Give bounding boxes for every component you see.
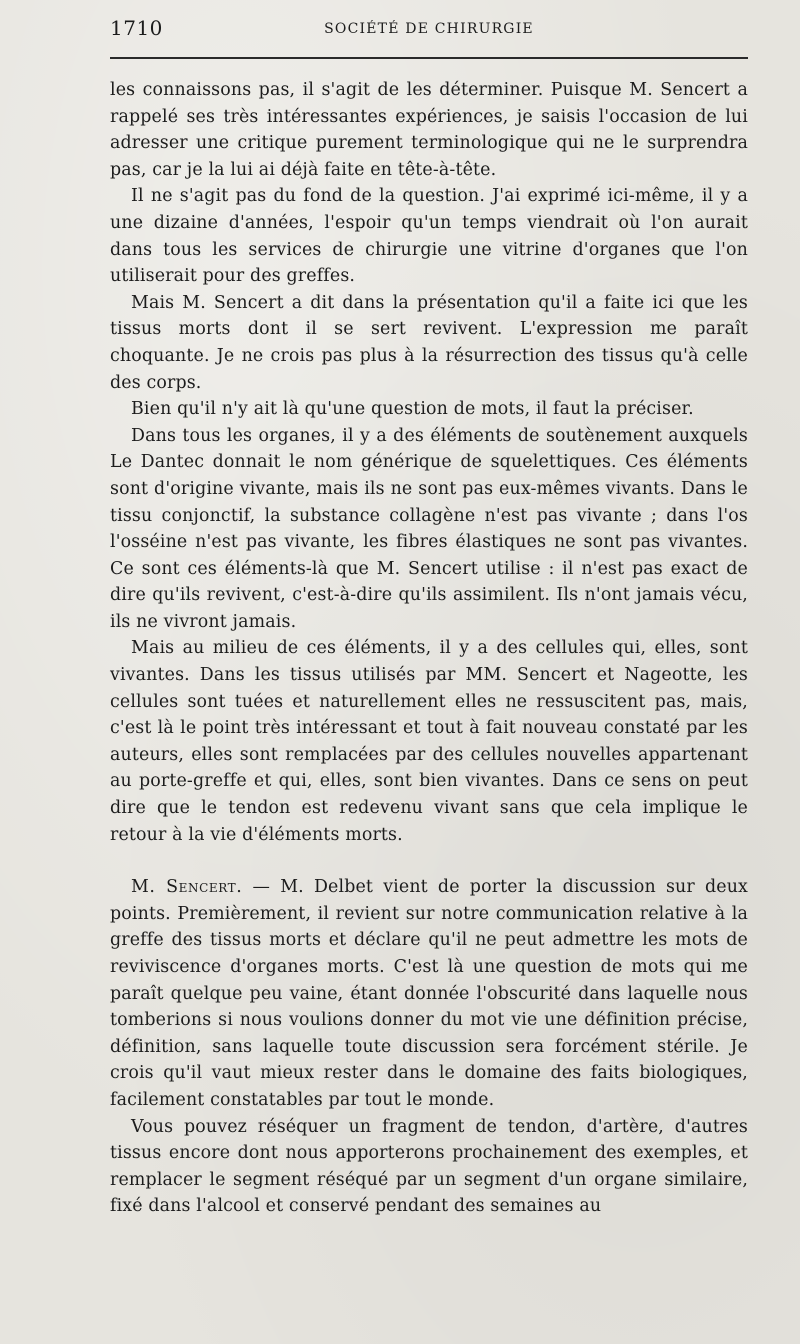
paragraph-resurrection: Mais M. Sencert a dit dans la présentation qu'il a faite ici que les tissus morts dont il se sert revivent. L'expression me paraît choquante. Je ne crois pas plus à la résurrection des tissus qu'à celle des corps. [110, 292, 748, 393]
page-header [110, 16, 748, 46]
page-number: 1710 [110, 16, 163, 40]
paragraph-cellules-vivantes: Mais au milieu de ces éléments, il y a des cellules qui, elles, sont vivantes. Dans les tissus utilisés par MM. Sencert et Nageotte, les cellules sont tuées et naturellement elles ne ressuscitent pas, mais, c'est là le point très intéressant et tout à fait nouveau constaté par les auteurs, elles sont remplacées par des cellules nouvelles appartenant au porte-greffe et qui, elles, sont bien vivantes. Dans ce sens on peut dire que le tendon est redevenu vivant sans que cela implique le retour à la vie d'éléments morts. [110, 638, 748, 845]
paragraph-question-de-mots: Bien qu'il n'y ait là qu'une question de mots, il faut la préciser. [131, 399, 694, 420]
paragraph-reseguer-tendon: Vous pouvez réséquer un fragment de tendon, d'artère, d'autres tissus encore dont nous apporterons prochainement des exemples, et remplacer le segment réséqué par un segment d'un organe similaire, fixé dans l'alcool et conservé pendant des semaines au [110, 1116, 748, 1217]
reply-text: — M. Delbet vient de porter la discussion sur deux points. Premièrement, il revient sur notre communication relative à la greffe des tissus morts et déclare qu'il ne peut admettre les mots de reviviscence d'organes morts. C'est là une question de mots qui me paraît quelque peu vaine, étant donnée l'obscurité dans laquelle nous tomberions si nous voulions donner du mot vie une définition précise, définition, sans laquelle toute discussion sera forcément stérile. Je crois qu'il vaut mieux rester dans le domaine des faits biologiques, facilement constatables par tout le monde. [110, 877, 748, 1110]
paragraph-vitrine: Il ne s'agit pas du fond de la question. J'ai exprimé ici-même, il y a une dizaine d'années, l'espoir qu'un temps viendrait où l'on aurait dans tous les services de chirurgie une vitrine d'organes que l'on utiliserait pour des greffes. [110, 186, 748, 287]
running-title: SOCIÉTÉ DE CHIRURGIE [324, 21, 534, 37]
paragraph-continuation: les connaissons pas, il s'agit de les déterminer. Puisque M. Sencert a rappelé ses très intéressantes expériences, je saisis l'occasion de lui adresser une critique purement terminologique qui ne le surprendra pas, car je la lui ai déjà faite en tête-à-tête. [110, 80, 748, 180]
speaker-name: M. Sencert. [131, 877, 243, 898]
paragraph-elements-soutenement: Dans tous les organes, il y a des éléments de soutènement auxquels Le Dantec donnait le nom générique de squelettiques. Ces éléments sont d'origine vivante, mais ils ne sont pas eux-mêmes vivants. Dans le tissu conjonctif, la substance collagène n'est pas vivante ; dans l'os l'osséine n'est pas vivante, les fibres élastiques ne sont pas vivantes. Ce sont ces éléments-là que M. Sencert utilise : il n'est pas exact de dire qu'ils revivent, c'est-à-dire qu'ils assimilent. Ils n'ont jamais vécu, ils ne vivront jamais. [110, 425, 748, 632]
header-rule [110, 57, 748, 59]
body-text [110, 77, 748, 1220]
paragraph-reply-sencert [110, 874, 748, 1113]
